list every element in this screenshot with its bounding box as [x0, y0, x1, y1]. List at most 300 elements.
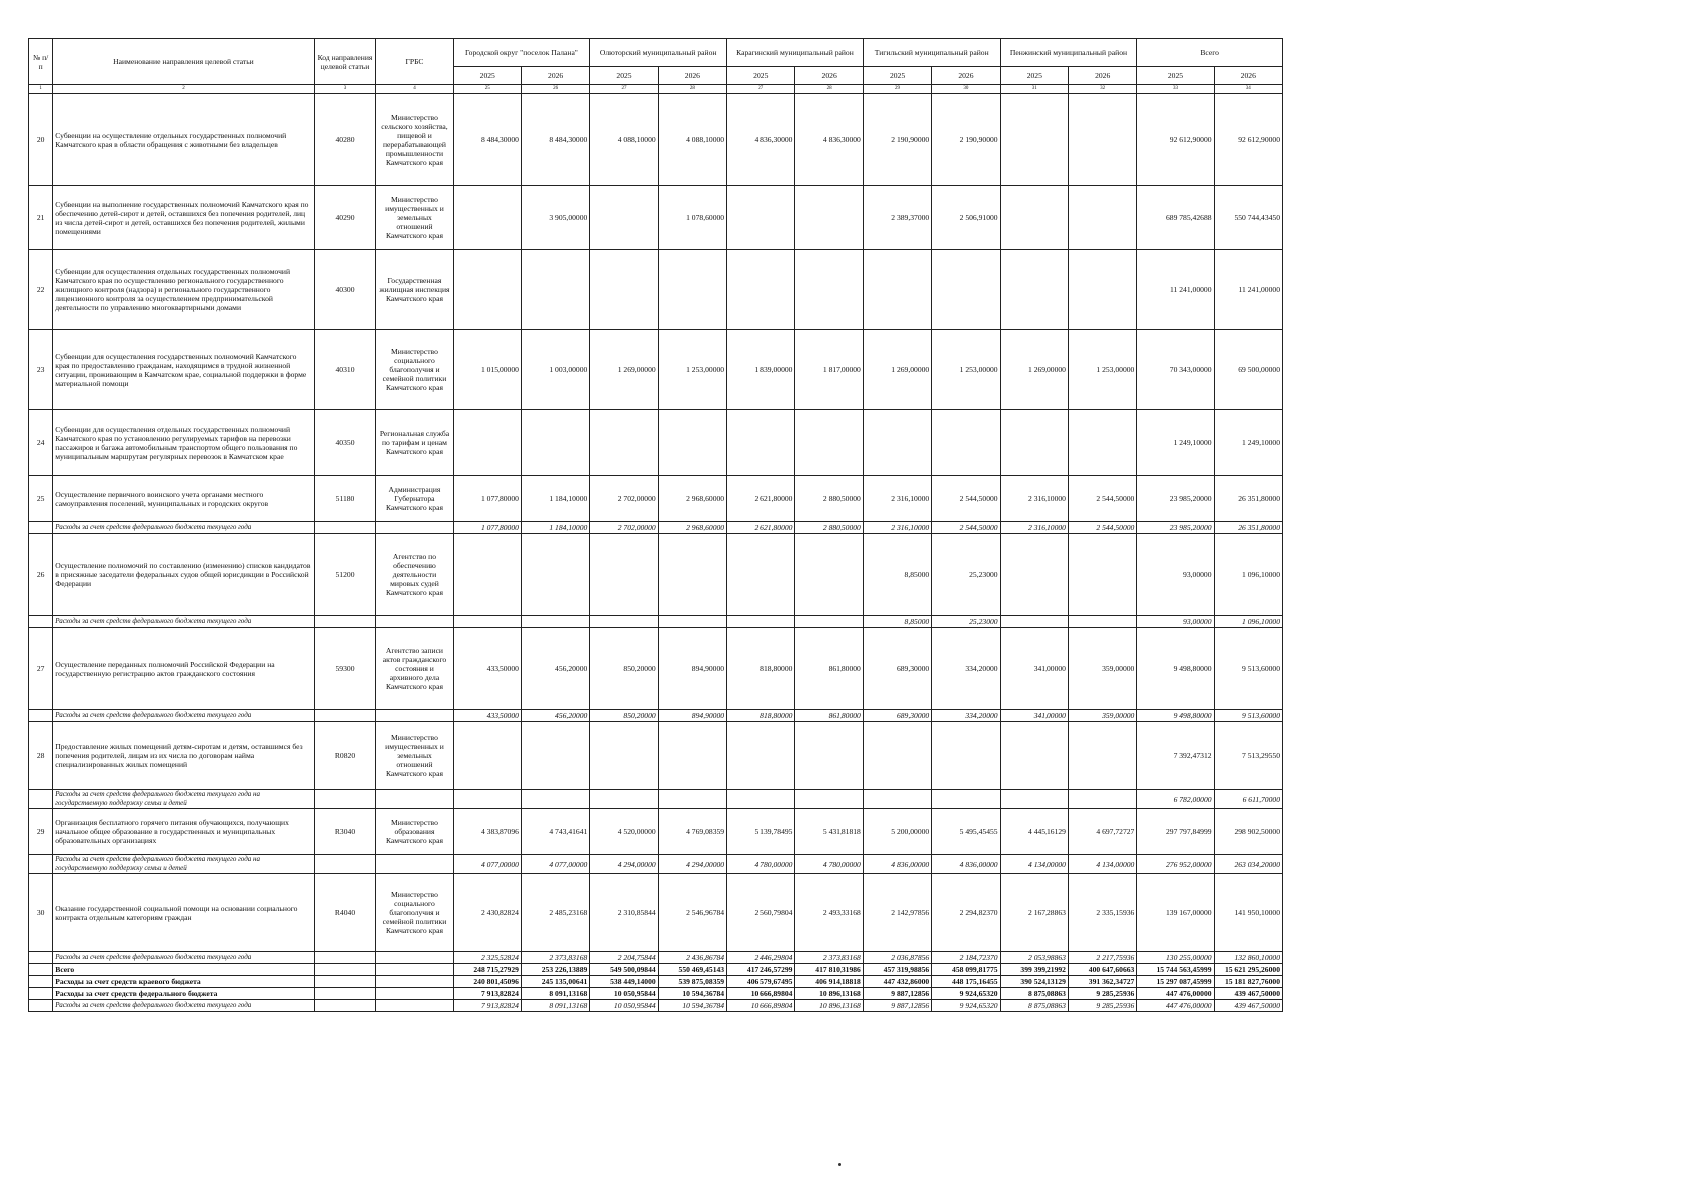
value-cell: 10 594,36784 [658, 1000, 726, 1012]
value-cell [1068, 250, 1136, 330]
value-cell: 2 217,75936 [1068, 952, 1136, 964]
value-cell: 448 175,16455 [932, 976, 1000, 988]
empty-cell [376, 522, 453, 534]
value-cell: 9 285,25936 [1068, 988, 1136, 1000]
row-number: 22 [29, 250, 53, 330]
value-cell [590, 186, 658, 250]
value-cell: 894,90000 [658, 710, 726, 722]
value-cell: 2 621,80000 [727, 522, 795, 534]
value-cell: 2 190,90000 [932, 94, 1000, 186]
value-cell [658, 616, 726, 628]
value-cell [453, 186, 521, 250]
empty-cell [29, 952, 53, 964]
value-cell: 1 269,00000 [1000, 330, 1068, 410]
value-cell: 689,30000 [863, 628, 931, 710]
value-cell: 341,00000 [1000, 628, 1068, 710]
subtotal-label: Расходы за счет средств федерального бюджета текущего года [53, 710, 314, 722]
value-cell [1000, 534, 1068, 616]
value-cell: 9 285,25936 [1068, 1000, 1136, 1012]
empty-cell [29, 988, 53, 1000]
column-index-cell: 32 [1068, 85, 1136, 94]
total-label: Всего [53, 964, 314, 976]
empty-cell [29, 964, 53, 976]
value-cell: 10 896,13168 [795, 1000, 863, 1012]
value-cell: 439 467,50000 [1214, 988, 1282, 1000]
table-row [29, 809, 1283, 855]
row-code: R4040 [314, 874, 376, 952]
column-index-cell: 28 [795, 85, 863, 94]
empty-cell [314, 522, 376, 534]
value-cell: 7 392,47312 [1137, 722, 1214, 790]
table-row [29, 722, 1283, 790]
column-index-cell: 29 [863, 85, 931, 94]
subtotal-label: Расходы за счет средств федерального бюджета текущего года [53, 1000, 314, 1012]
value-cell: 4 294,00000 [590, 855, 658, 874]
value-cell: 2 190,90000 [863, 94, 931, 186]
row-name: Осуществление первичного воинского учета органами местного самоуправления поселений, муниципальных и городских округов [53, 476, 314, 522]
value-cell: 2 702,00000 [590, 522, 658, 534]
value-cell: 850,20000 [590, 710, 658, 722]
value-cell: 1 839,00000 [727, 330, 795, 410]
total-label: Расходы за счет средств федерального бюджета [53, 988, 314, 1000]
value-cell: 10 050,95844 [590, 1000, 658, 1012]
value-cell [1068, 94, 1136, 186]
value-cell: 1 249,10000 [1214, 410, 1282, 476]
empty-cell [376, 710, 453, 722]
value-cell: 439 467,50000 [1214, 1000, 1282, 1012]
value-cell: 2 204,75844 [590, 952, 658, 964]
table-row [29, 186, 1283, 250]
empty-cell [314, 964, 376, 976]
value-cell: 400 647,60663 [1068, 964, 1136, 976]
page-dot [838, 1163, 841, 1166]
value-cell: 433,50000 [453, 628, 521, 710]
value-cell [932, 790, 1000, 809]
row-grbs: Министерство образования Камчатского края [376, 809, 453, 855]
value-cell: 456,20000 [521, 628, 589, 710]
header-district-penzhinsky: Пенжинский муниципальный район [1000, 39, 1137, 67]
value-cell: 2 184,72370 [932, 952, 1000, 964]
value-cell: 2 560,79804 [727, 874, 795, 952]
value-cell: 93,00000 [1137, 616, 1214, 628]
value-cell [727, 186, 795, 250]
value-cell: 2 430,82824 [453, 874, 521, 952]
row-grbs: Министерство имущественных и земельных отношений Камчатского края [376, 186, 453, 250]
total-label: Расходы за счет средств краевого бюджета [53, 976, 314, 988]
value-cell [453, 790, 521, 809]
empty-cell [29, 616, 53, 628]
row-name: Осуществление переданных полномочий Российской Федерации на государственную регистрацию актов гражданского состояния [53, 628, 314, 710]
value-cell: 25,23000 [932, 534, 1000, 616]
header-year: 2026 [521, 67, 589, 85]
header-year: 2025 [727, 67, 795, 85]
empty-cell [29, 790, 53, 809]
value-cell: 2 493,33168 [795, 874, 863, 952]
row-grbs: Министерство социального благополучия и семейной политики Камчатского края [376, 874, 453, 952]
value-cell: 2 310,85844 [590, 874, 658, 952]
value-cell: 406 579,67495 [727, 976, 795, 988]
value-cell: 9 513,60000 [1214, 628, 1282, 710]
table-row [29, 94, 1283, 186]
total-row [29, 964, 1283, 976]
value-cell: 4 836,30000 [795, 94, 863, 186]
empty-cell [376, 1000, 453, 1012]
value-cell: 10 666,89804 [727, 988, 795, 1000]
value-cell [795, 790, 863, 809]
empty-cell [29, 1000, 53, 1012]
value-cell: 4 780,00000 [727, 855, 795, 874]
subtotal-row [29, 1000, 1283, 1012]
value-cell: 5 495,45455 [932, 809, 1000, 855]
subtotal-row [29, 855, 1283, 874]
subtotal-row [29, 522, 1283, 534]
value-cell: 689,30000 [863, 710, 931, 722]
value-cell: 2 702,00000 [590, 476, 658, 522]
row-number: 25 [29, 476, 53, 522]
empty-cell [29, 710, 53, 722]
value-cell: 69 500,00000 [1214, 330, 1282, 410]
column-index-cell: 30 [932, 85, 1000, 94]
value-cell: 8 091,13168 [521, 1000, 589, 1012]
value-cell: 2 036,87856 [863, 952, 931, 964]
row-number: 27 [29, 628, 53, 710]
value-cell: 1 096,10000 [1214, 616, 1282, 628]
value-cell [658, 790, 726, 809]
empty-cell [314, 790, 376, 809]
row-name: Оказание государственной социальной помощи на основании социального контракта отдельным категориям граждан [53, 874, 314, 952]
value-cell: 550 469,45143 [658, 964, 726, 976]
subtotal-row [29, 616, 1283, 628]
value-cell: 2 316,10000 [1000, 522, 1068, 534]
value-cell: 5 200,00000 [863, 809, 931, 855]
value-cell [1000, 94, 1068, 186]
column-index-cell: 31 [1000, 85, 1068, 94]
row-code: 40280 [314, 94, 376, 186]
value-cell: 23 985,20000 [1137, 476, 1214, 522]
row-number: 28 [29, 722, 53, 790]
value-cell [795, 534, 863, 616]
empty-cell [376, 964, 453, 976]
value-cell [795, 410, 863, 476]
value-cell [863, 790, 931, 809]
budget-table-sheet [28, 38, 1283, 1012]
value-cell: 549 500,09844 [590, 964, 658, 976]
value-cell: 4 769,08359 [658, 809, 726, 855]
column-index-cell: 33 [1137, 85, 1214, 94]
value-cell [521, 722, 589, 790]
value-cell: 2 544,50000 [1068, 476, 1136, 522]
row-grbs: Региональная служба по тарифам и ценам Камчатского края [376, 410, 453, 476]
value-cell: 8 484,30000 [453, 94, 521, 186]
value-cell [521, 534, 589, 616]
value-cell: 417 810,31986 [795, 964, 863, 976]
value-cell [590, 722, 658, 790]
value-cell: 4 077,00000 [521, 855, 589, 874]
row-code: 40350 [314, 410, 376, 476]
subtotal-label: Расходы за счет средств федерального бюджета текущего года [53, 522, 314, 534]
total-row [29, 988, 1283, 1000]
value-cell [932, 722, 1000, 790]
empty-cell [314, 855, 376, 874]
value-cell: 1 077,80000 [453, 522, 521, 534]
header-district-tigilsky: Тигильский муниципальный район [863, 39, 1000, 67]
value-cell: 263 034,20000 [1214, 855, 1282, 874]
value-cell: 4 077,00000 [453, 855, 521, 874]
table-body [29, 94, 1283, 1012]
table-row [29, 476, 1283, 522]
table-row [29, 534, 1283, 616]
value-cell: 6 611,70000 [1214, 790, 1282, 809]
value-cell: 8 091,13168 [521, 988, 589, 1000]
value-cell [1000, 410, 1068, 476]
value-cell: 4 836,00000 [932, 855, 1000, 874]
header-grbs: ГРБС [376, 39, 453, 85]
value-cell [453, 722, 521, 790]
value-cell: 818,80000 [727, 710, 795, 722]
row-name: Осуществление полномочий по составлению (изменению) списков кандидатов в присяжные заседатели федеральных судов общей юрисдикции в Российской Федерации [53, 534, 314, 616]
value-cell: 2 325,52824 [453, 952, 521, 964]
value-cell [1000, 616, 1068, 628]
row-name: Субвенции для осуществления государственных полномочий Камчатского края по предоставлению гражданам, находящимся в трудной жизненной ситуации, проживающим в Камчатском крае, социальной поддержки в форме материальной помощи [53, 330, 314, 410]
value-cell: 10 594,36784 [658, 988, 726, 1000]
value-cell: 1 253,00000 [658, 330, 726, 410]
value-cell: 248 715,27929 [453, 964, 521, 976]
empty-cell [314, 952, 376, 964]
value-cell [795, 250, 863, 330]
value-cell [1068, 790, 1136, 809]
column-index-cell: 1 [29, 85, 53, 94]
value-cell: 4 088,10000 [658, 94, 726, 186]
budget-table [28, 38, 1283, 1012]
empty-cell [314, 616, 376, 628]
value-cell: 2 436,86784 [658, 952, 726, 964]
value-cell: 861,80000 [795, 628, 863, 710]
value-cell: 417 246,57299 [727, 964, 795, 976]
column-index-cell: 25 [453, 85, 521, 94]
value-cell: 15 297 087,45999 [1137, 976, 1214, 988]
value-cell [521, 410, 589, 476]
value-cell: 9 498,80000 [1137, 710, 1214, 722]
value-cell: 406 914,18818 [795, 976, 863, 988]
value-cell: 2 373,83168 [521, 952, 589, 964]
value-cell: 297 797,84999 [1137, 809, 1214, 855]
value-cell [1000, 722, 1068, 790]
empty-cell [376, 616, 453, 628]
value-cell [521, 616, 589, 628]
value-cell: 2 621,80000 [727, 476, 795, 522]
column-index-cell: 3 [314, 85, 376, 94]
header-district-karaginsky: Карагинский муниципальный район [727, 39, 864, 67]
value-cell [727, 790, 795, 809]
value-cell [1068, 410, 1136, 476]
value-cell [932, 250, 1000, 330]
value-cell [590, 616, 658, 628]
value-cell: 2 544,50000 [932, 476, 1000, 522]
value-cell [727, 534, 795, 616]
value-cell: 447 476,00000 [1137, 988, 1214, 1000]
row-number: 20 [29, 94, 53, 186]
value-cell: 550 744,43450 [1214, 186, 1282, 250]
column-index-cell: 2 [53, 85, 314, 94]
column-index-cell: 27 [727, 85, 795, 94]
value-cell: 2 316,10000 [863, 522, 931, 534]
value-cell: 1 184,10000 [521, 522, 589, 534]
value-cell: 1 096,10000 [1214, 534, 1282, 616]
header-year: 2026 [1214, 67, 1282, 85]
row-name: Субвенции для осуществления отдельных государственных полномочий Камчатского края по осуществлению регионального государственного жилищного контроля (надзора) и регионального государственного лицензионного контроля за осуществлением предпринимательской деятельности по управлению многоквартирными домами [53, 250, 314, 330]
subtotal-label: Расходы за счет средств федерального бюджета текущего года [53, 952, 314, 964]
value-cell: 2 294,82370 [932, 874, 1000, 952]
row-code: 51200 [314, 534, 376, 616]
value-cell: 8 875,08863 [1000, 988, 1068, 1000]
value-cell: 92 612,90000 [1137, 94, 1214, 186]
value-cell: 539 875,08359 [658, 976, 726, 988]
value-cell: 8 484,30000 [521, 94, 589, 186]
value-cell: 23 985,20000 [1137, 522, 1214, 534]
value-cell: 15 621 295,26000 [1214, 964, 1282, 976]
value-cell: 2 389,37000 [863, 186, 931, 250]
row-grbs: Министерство социального благополучия и семейной политики Камчатского края [376, 330, 453, 410]
value-cell: 2 968,60000 [658, 522, 726, 534]
value-cell [590, 790, 658, 809]
value-cell: 2 546,96784 [658, 874, 726, 952]
row-name: Субвенции для осуществления отдельных государственных полномочий Камчатского края по установлению регулируемых тарифов на перевозки пассажиров и багажа автомобильным транспортом общего пользования по муниципальным маршрутам регулярных перевозок в Камчатском крае [53, 410, 314, 476]
value-cell: 390 524,13129 [1000, 976, 1068, 988]
value-cell: 334,20000 [932, 628, 1000, 710]
value-cell: 861,80000 [795, 710, 863, 722]
value-cell: 1 253,00000 [932, 330, 1000, 410]
value-cell: 8,85000 [863, 616, 931, 628]
value-cell: 2 142,97856 [863, 874, 931, 952]
value-cell: 4 836,00000 [863, 855, 931, 874]
header-year: 2026 [932, 67, 1000, 85]
value-cell: 433,50000 [453, 710, 521, 722]
empty-cell [376, 790, 453, 809]
value-cell [658, 722, 726, 790]
value-cell: 2 316,10000 [1000, 476, 1068, 522]
row-number: 24 [29, 410, 53, 476]
value-cell: 130 255,00000 [1137, 952, 1214, 964]
value-cell [658, 410, 726, 476]
value-cell [453, 616, 521, 628]
value-cell: 2 485,23168 [521, 874, 589, 952]
table-row [29, 628, 1283, 710]
value-cell: 25,23000 [932, 616, 1000, 628]
column-index-cell: 26 [521, 85, 589, 94]
value-cell: 391 362,34727 [1068, 976, 1136, 988]
value-cell: 4 294,00000 [658, 855, 726, 874]
value-cell: 93,00000 [1137, 534, 1214, 616]
value-cell [453, 250, 521, 330]
value-cell: 2 968,60000 [658, 476, 726, 522]
value-cell: 253 226,13889 [521, 964, 589, 976]
row-grbs: Министерство имущественных и земельных отношений Камчатского края [376, 722, 453, 790]
value-cell [521, 790, 589, 809]
value-cell: 1 249,10000 [1137, 410, 1214, 476]
value-cell: 458 099,81775 [932, 964, 1000, 976]
value-cell: 2 880,50000 [795, 476, 863, 522]
value-cell: 7 913,82824 [453, 988, 521, 1000]
value-cell: 10 666,89804 [727, 1000, 795, 1012]
header-year: 2025 [1000, 67, 1068, 85]
value-cell: 15 181 827,76000 [1214, 976, 1282, 988]
value-cell: 298 902,50000 [1214, 809, 1282, 855]
value-cell: 447 432,86000 [863, 976, 931, 988]
empty-cell [376, 976, 453, 988]
row-grbs: Министерство сельского хозяйства, пищевой и перерабатывающей промышленности Камчатского края [376, 94, 453, 186]
value-cell: 2 544,50000 [1068, 522, 1136, 534]
value-cell: 2 544,50000 [932, 522, 1000, 534]
subtotal-row [29, 952, 1283, 964]
empty-cell [314, 988, 376, 1000]
value-cell: 2 053,98863 [1000, 952, 1068, 964]
value-cell: 1 003,00000 [521, 330, 589, 410]
row-name: Организация бесплатного горячего питания обучающихся, получающих начальное общее образование в государственных и муниципальных образовательных организациях [53, 809, 314, 855]
value-cell: 2 316,10000 [863, 476, 931, 522]
value-cell: 689 785,42688 [1137, 186, 1214, 250]
value-cell [727, 616, 795, 628]
value-cell: 70 343,00000 [1137, 330, 1214, 410]
value-cell: 850,20000 [590, 628, 658, 710]
row-code: 40310 [314, 330, 376, 410]
value-cell: 4 383,87096 [453, 809, 521, 855]
header-num: № п/п [29, 39, 53, 85]
value-cell: 341,00000 [1000, 710, 1068, 722]
header-district-olyutorsky: Олюторский муниципальный район [590, 39, 727, 67]
row-code: 40300 [314, 250, 376, 330]
header-year: 2025 [453, 67, 521, 85]
value-cell: 15 744 563,45999 [1137, 964, 1214, 976]
value-cell [521, 250, 589, 330]
value-cell: 9 924,65320 [932, 1000, 1000, 1012]
value-cell [590, 410, 658, 476]
value-cell [1068, 534, 1136, 616]
subtotal-label: Расходы за счет средств федерального бюджета текущего года на государственную поддержку семьи и детей [53, 855, 314, 874]
value-cell [727, 722, 795, 790]
table-row [29, 874, 1283, 952]
value-cell: 26 351,80000 [1214, 476, 1282, 522]
value-cell: 2 506,91000 [932, 186, 1000, 250]
value-cell: 9 887,12856 [863, 1000, 931, 1012]
column-index-cell: 4 [376, 85, 453, 94]
value-cell: 4 520,00000 [590, 809, 658, 855]
value-cell: 399 399,21992 [1000, 964, 1068, 976]
table-row [29, 250, 1283, 330]
row-name: Субвенции на выполнение государственных полномочий Камчатского края по обеспечению детей-сирот и детей, оставшихся без попечения родителей, лиц из числа детей-сирот и детей, оставшихся без попечения родителей, жилыми помещениями [53, 186, 314, 250]
row-grbs: Государственная жилищная инспекция Камчатского края [376, 250, 453, 330]
row-grbs: Агентство записи актов гражданского состояния и архивного дела Камчатского края [376, 628, 453, 710]
value-cell: 334,20000 [932, 710, 1000, 722]
value-cell: 4 836,30000 [727, 94, 795, 186]
value-cell [1068, 186, 1136, 250]
value-cell: 92 612,90000 [1214, 94, 1282, 186]
value-cell: 456,20000 [521, 710, 589, 722]
header-year: 2025 [863, 67, 931, 85]
value-cell: 9 887,12856 [863, 988, 931, 1000]
value-cell [795, 616, 863, 628]
value-cell [932, 410, 1000, 476]
value-cell: 4 134,00000 [1000, 855, 1068, 874]
column-index-cell: 34 [1214, 85, 1282, 94]
header-code: Код направления целевой статьи [314, 39, 376, 85]
value-cell: 10 896,13168 [795, 988, 863, 1000]
value-cell: 1 078,60000 [658, 186, 726, 250]
value-cell: 7 513,29550 [1214, 722, 1282, 790]
value-cell [1068, 722, 1136, 790]
value-cell: 818,80000 [727, 628, 795, 710]
subtotal-label: Расходы за счет средств федерального бюджета текущего года [53, 616, 314, 628]
value-cell: 245 135,00641 [521, 976, 589, 988]
